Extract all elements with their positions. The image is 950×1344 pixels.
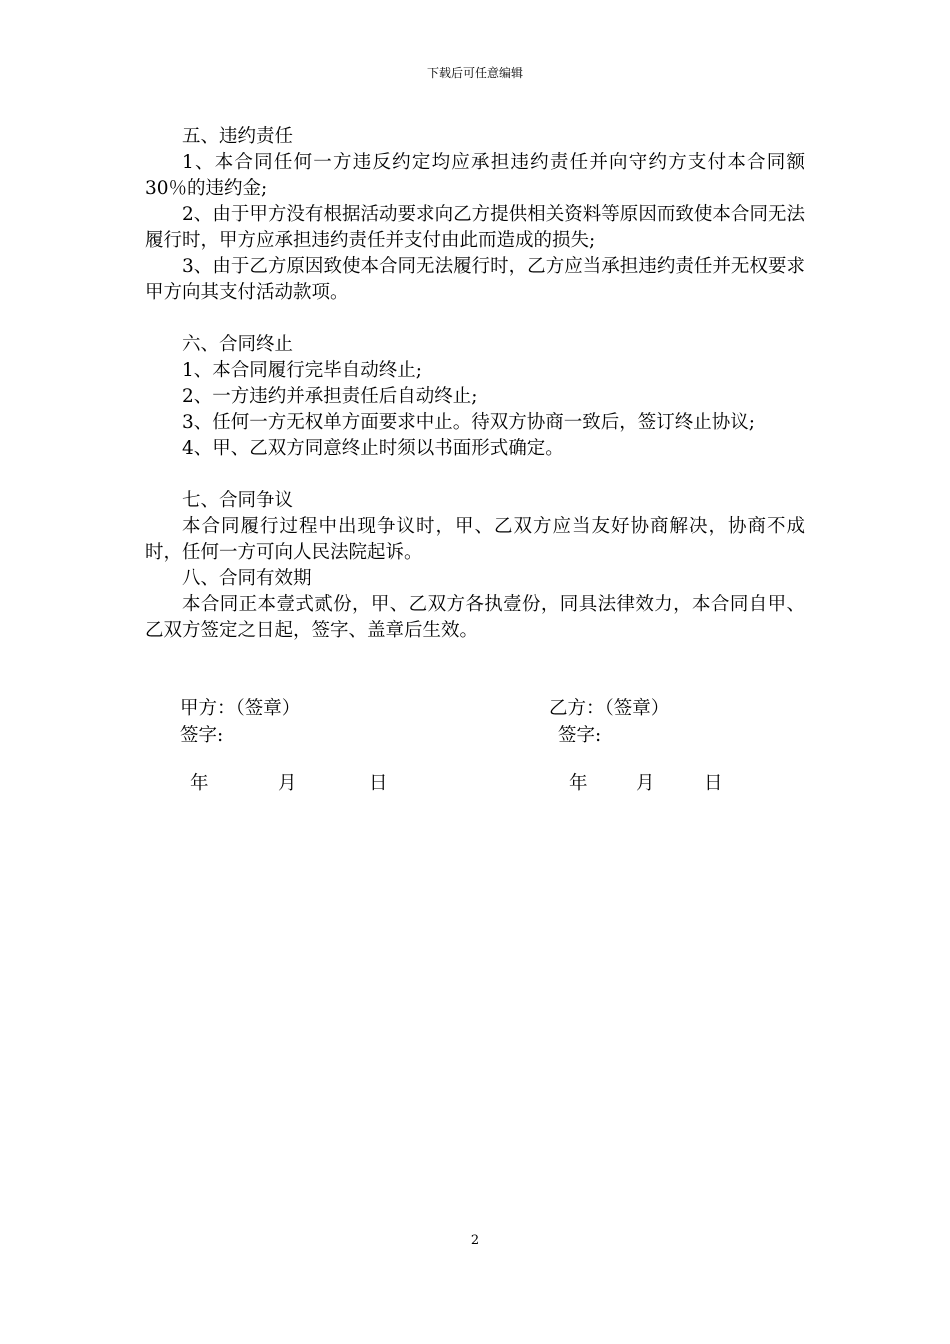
section-5-item-1: 1、本合同任何一方违反约定均应承担违约责任并向守约方支付本合同额30％的违约金; bbox=[145, 152, 805, 199]
section-6-item-2: 2、一方违约并承担责任后自动终止; bbox=[182, 386, 478, 407]
party-b-year: 年 bbox=[569, 773, 588, 794]
party-a-month: 月 bbox=[278, 773, 297, 794]
party-b-seal-label: 乙方：（签章） bbox=[549, 698, 670, 719]
party-a-day: 日 bbox=[369, 773, 388, 794]
section-5-item-3: 3、由于乙方原因致使本合同无法履行时，乙方应当承担违约责任并无权要求甲方向其支付活动款项。 bbox=[145, 256, 805, 303]
party-b-sign-label: 签字: bbox=[558, 725, 602, 746]
contract-body bbox=[145, 124, 805, 644]
section-7-text: 本合同履行过程中出现争议时，甲、乙双方应当友好协商解决，协商不成时，任何一方可向人民法院起诉。 bbox=[145, 516, 805, 563]
section-6-title: 六、合同终止 bbox=[182, 334, 294, 355]
section-7-title: 七、合同争议 bbox=[182, 490, 294, 511]
page-number: 2 bbox=[470, 1233, 480, 1248]
party-a-year: 年 bbox=[190, 773, 209, 794]
section-8-text: 本合同正本壹式贰份，甲、乙双方各执壹份，同具法律效力，本合同自甲、乙双方签定之日起，签字、盖章后生效。 bbox=[145, 594, 805, 641]
section-5-item-2: 2、由于甲方没有根据活动要求向乙方提供相关资料等原因而致使本合同无法履行时，甲方应承担违约责任并支付由此而造成的损失; bbox=[145, 204, 805, 251]
section-8-title: 八、合同有效期 bbox=[182, 568, 312, 589]
section-6-item-1: 1、本合同履行完毕自动终止; bbox=[182, 360, 423, 381]
section-6-item-3: 3、任何一方无权单方面要求中止。待双方协商一致后，签订终止协议; bbox=[182, 412, 756, 433]
section-6-item-4: 4、甲、乙双方同意终止时须以书面形式确定。 bbox=[182, 438, 564, 459]
party-a-seal-label: 甲方：（签章） bbox=[180, 698, 301, 719]
section-5-title: 五、违约责任 bbox=[182, 126, 294, 147]
party-a-sign-label: 签字: bbox=[180, 725, 224, 746]
page-header: 下载后可任意编辑 bbox=[426, 66, 523, 80]
party-b-month: 月 bbox=[636, 773, 655, 794]
party-b-day: 日 bbox=[704, 773, 723, 794]
